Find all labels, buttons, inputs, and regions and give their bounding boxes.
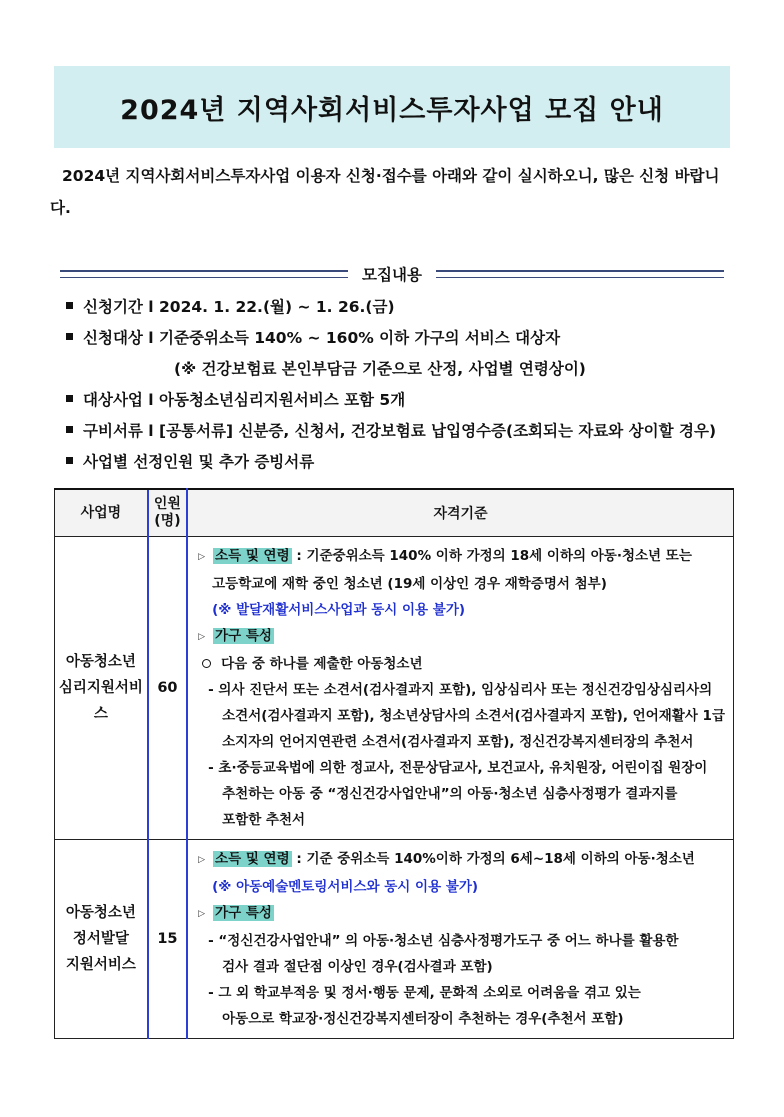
income-age-label: 소득 및 연령 <box>215 548 290 564</box>
header-count: 인원 (명) <box>148 489 187 537</box>
family-trait-label: 가구 특성 <box>215 628 272 644</box>
count-cell: 15 <box>148 840 187 1039</box>
program-name-cell: 아동청소년 정서발달 지원서비스 <box>55 840 148 1039</box>
square-bullet-icon <box>66 457 73 464</box>
square-bullet-icon <box>66 426 73 433</box>
program-name-cell: 아동청소년 심리지원서비스 <box>55 537 148 840</box>
square-bullet-icon <box>66 395 73 402</box>
section-rule-right <box>436 270 724 278</box>
bullet-subnote: (※ 건강보험료 본인부담금 기준으로 산정, 사업별 연령상이) <box>174 360 586 378</box>
criteria-cell: ▷ 소득 및 연령 : 기준 중위소득 140%이하 가정의 6세~18세 이하의 아동·청소년 (※ 아동예술멘토링서비스와 동시 이용 불가) ▷ 가구 특성 - “정신건강사업안내” 의 아동·청소년 심층사정평가도구 중 어느 하나를 활용한 검사 결과 절단점 이상인 경우(검사결과 포함) - 그 외 학교부적응 및 정서·행동 문제, 문화적 소외로 어려움을 겪고 있는 아동으로 학교장·정신건강복지센터장이 추천하는 경우(추천서 포함) <box>187 840 733 1039</box>
page-title: 2024년 지역사회서비스투자사업 모집 안내 <box>120 94 664 126</box>
square-bullet-icon <box>66 302 73 309</box>
triangle-bullet-icon: ▷ <box>198 552 206 562</box>
criteria-cell: ▷ 소득 및 연령 : 기준중위소득 140% 이하 가정의 18세 이하의 아동·청소년 또는 고등학교에 재학 중인 청소년 (19세 이상인 경우 재학증명서 첨부) (※ 발달재활서비스사업과 동시 이용 불가) ▷ 가구 특성 다음 중 하나를 제출한 아동청소년 - 의사 진단서 또는 소견서(검사결과지 포함), 임상심리사 또는 정신건강임상심리사의 소견서(검사결과지 포함), 청소년상담사의 소견서(검사결과지 포함), 언어재활사 1급 소지자의 언어지연관련 소견서(검사결과지 포함), 정신건강복지센터장의 추천서 - 초·중등교육법에 의한 정교사, 전문상담교사, 보건교사, 유치원장, 어린이집 원장이 추천하는 아동 중 “정신건강사업안내”의 아동·청소년 심층사정평가 결과지를 포함한 추천서 <box>187 537 733 840</box>
triangle-bullet-icon: ▷ <box>198 909 206 919</box>
table-row <box>55 537 734 840</box>
family-trait-label: 가구 특성 <box>215 905 272 921</box>
section-header <box>60 262 724 286</box>
bullet-item: 대상사업 l 아동청소년심리지원서비스 포함 5개 <box>66 385 746 416</box>
circle-bullet-icon <box>202 659 211 668</box>
program-table <box>54 488 734 1039</box>
count-cell: 60 <box>148 537 187 840</box>
intro-paragraph: 2024년 지역사회서비스투자사업 이용자 신청·접수를 아래와 같이 실시하오니, 많은 신청 바랍니다. <box>50 167 720 217</box>
section-title: 모집내용 <box>362 266 422 284</box>
table-row <box>55 840 734 1039</box>
title-banner <box>54 66 730 148</box>
square-bullet-icon <box>66 333 73 340</box>
header-program-name: 사업명 <box>55 489 148 537</box>
bullet-item: 신청대상 l 기준중위소득 140% ~ 160% 이하 가구의 서비스 대상자 <box>66 323 746 354</box>
recruit-bullet-list <box>66 292 746 478</box>
triangle-bullet-icon: ▷ <box>198 632 206 642</box>
section-rule-left <box>60 270 348 278</box>
bullet-item: 신청기간 l 2024. 1. 22.(월) ~ 1. 26.(금) <box>66 292 746 323</box>
exclusion-note: (※ 발달재활서비스사업과 동시 이용 불가) <box>212 602 466 618</box>
triangle-bullet-icon: ▷ <box>198 855 206 865</box>
exclusion-note: (※ 아동예술멘토링서비스와 동시 이용 불가) <box>212 879 479 895</box>
income-age-label: 소득 및 연령 <box>215 851 290 867</box>
bullet-item: 구비서류 l [공통서류] 신분증, 신청서, 건강보험료 납입영수증(조회되는 자료와 상이할 경우) <box>66 416 746 447</box>
header-criteria: 자격기준 <box>187 489 733 537</box>
bullet-item: 사업별 선정인원 및 추가 증빙서류 <box>66 447 746 478</box>
